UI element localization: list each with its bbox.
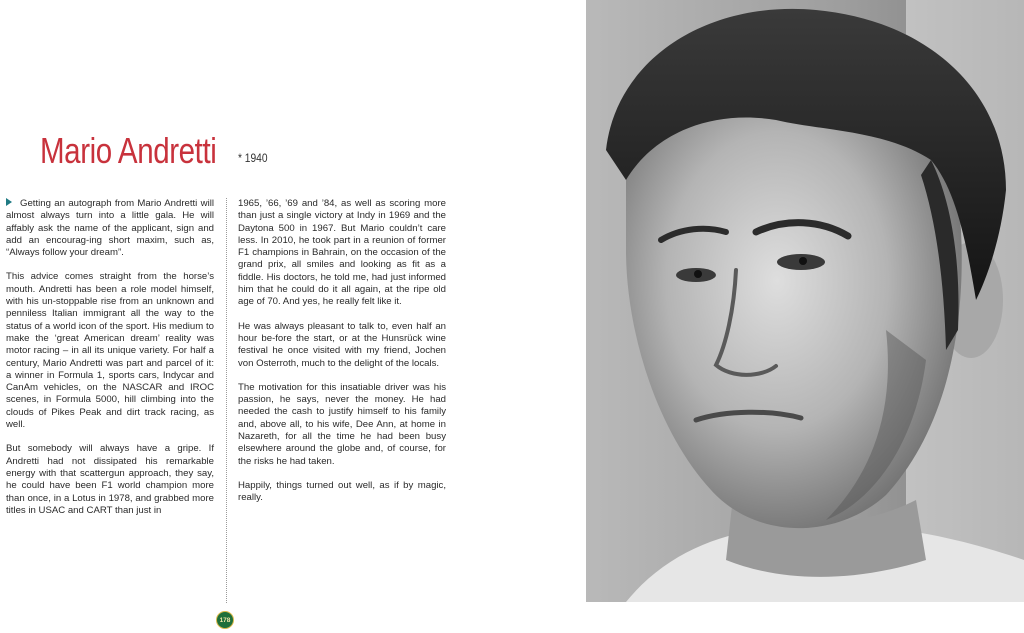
paragraph: The motivation for this insatiable driver was his passion, he says, never the money. He had needed the cash to justify himself to his family and, above all, to his wife, Dee Ann, at home in Nazareth, for all the time he had been busy elsewhere around the globe and, of course, for the risks he had taken. [238, 381, 446, 467]
triangle-bullet-icon [6, 198, 12, 206]
paragraph: Happily, things turned out well, as if by magic, really. [238, 479, 446, 504]
page-number-badge: 178 [216, 611, 234, 629]
portrait-photo [586, 0, 1024, 602]
column-divider [226, 198, 227, 603]
left-text-column [6, 198, 214, 529]
paragraph: 1965, ’66, ’69 and ’84, as well as scoring more than just a single victory at Indy in 1969 and the Daytona 500 in 1967. But Mario couldn’t care less. In 2010, he took part in a reunion of former F1 champions in Bahrain, on the occasion of the grand prix, all smiles and looking as fit as a fiddle. His doctors, he told me, had just informed him that he could do it all again, at the ripe old age of 70. And yes, he really felt like it. [238, 198, 446, 308]
page-title: Mario Andretti [40, 130, 217, 171]
paragraph: He was always pleasant to talk to, even half an hour be-fore the start, or at the Hunsrück wine festival he once visited with my friend, Jochen von Osterroth, much to the delight of the locals. [238, 320, 446, 369]
paragraph [6, 198, 214, 259]
right-text-column [238, 198, 446, 517]
paragraph: This advice comes straight from the horse’s mouth. Andretti has been a role model himself, with his un-stoppable rise from an unknown and penniless Italian immigrant all the way to the status of a world icon of the sport. His medium to make the ‘great American dream’ reality was motor racing – in all its unique variety. For half a century, Mario Andretti was part and parcel of it: a winner in Formula 1, sports cars, Indycar and CanAm vehicles, on the NASCAR and IROC scenes, in Formula 5000, hill climbing into the clouds of Pikes Peak and dirt track racing, as well. [6, 271, 214, 431]
portrait-image [586, 0, 1024, 602]
paragraph: But somebody will always have a gripe. If Andretti had not dissipated his remarkable energy with that scattergun approach, they say, he could have been F1 world champion more than once, in a Lotus in 1978, and grabbed more titles in USAC and CART than just in [6, 443, 214, 516]
paragraph-text: Getting an autograph from Mario Andretti will almost always turn into a little gala. He will affably ask the name of the applicant, sign and add an encourag-ing short maxim, such as, “Always follow your dream”. [6, 198, 214, 259]
birth-year: * 1940 [238, 151, 268, 165]
